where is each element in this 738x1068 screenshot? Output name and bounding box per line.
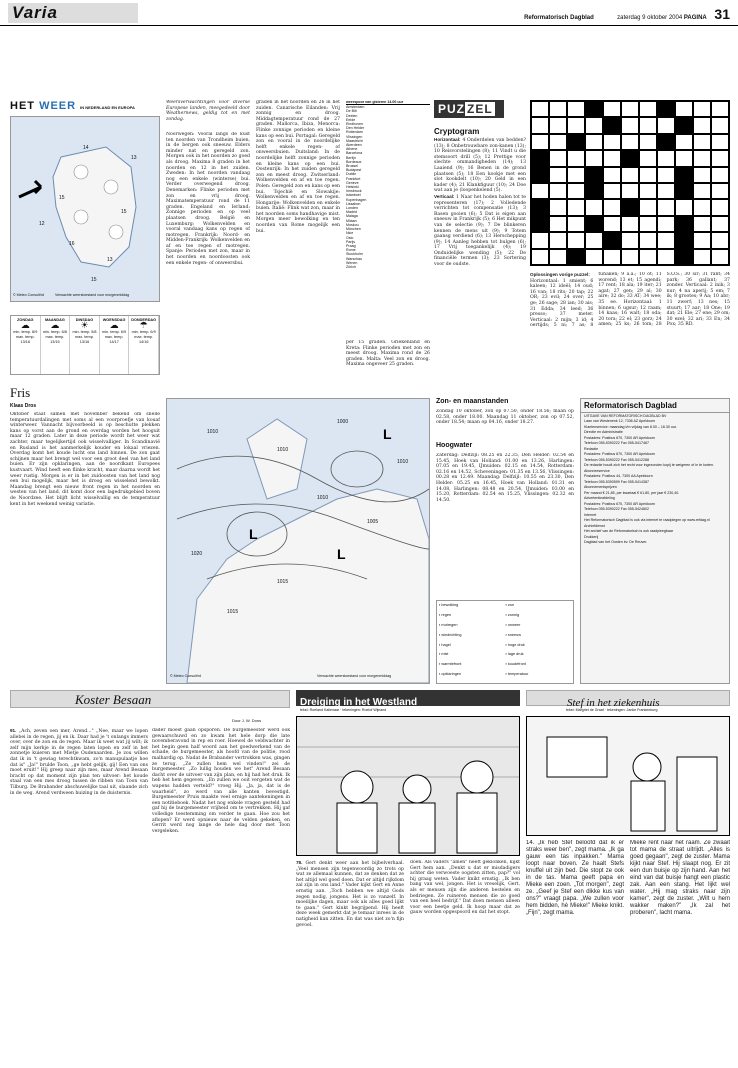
crossword-cell <box>531 150 549 166</box>
crossword-cell[interactable] <box>531 101 549 117</box>
crossword-cell[interactable] <box>639 249 657 265</box>
crossword-cell[interactable] <box>639 134 657 150</box>
strip2-col1: 14. „Ik heb Stef beloofd dat ik er straks weer ben", zegt mama. „Ik ga gauw een tas inpakken." Mama loopt naar boven. Ze haalt Stefs knuffel uit zijn bed. Die stopt ze ook in de tas. Mama geeft papa en Mieke een zoen. „Tot morgen", zegt ze. „Geef je Stef een dikke kus van ons?" vraagt papa. „We zullen voor hem bidden, hè Mieke!" Mieke knikt. „Fijn", zegt mama. <box>526 840 624 916</box>
page-header <box>0 0 738 26</box>
crossword-cell[interactable] <box>693 134 711 150</box>
crossword-cell[interactable] <box>621 249 639 265</box>
crossword-cell[interactable] <box>567 216 585 232</box>
table-row: Kopenhagen <box>346 197 367 202</box>
legend-item: ▪ hagel <box>439 642 451 647</box>
forecast-day: DINSDAG ☀ min. temp. 5/8 max. temp. 13/16 <box>70 316 100 374</box>
europe-map-svg <box>167 399 429 683</box>
colophon-line: Klantenservice: maandag t/m vrijdag van 8.00 – 16.30 uur. <box>584 424 677 429</box>
koster-col1: 91. „Ach, zeven oen mer, Arend..." „Nee, maar we lopen allebei in de regen, jij en ik. Daar had je 't onlangs immers over, over de zon en de regen. Maar ik weet wat jij wilt; ik zelf mijn kerkje in de regen laten lopen en zelf in het zonnetje kuieren met Mietje Oudenaarden. Je zou willen dat ik in 't gewiag terechtkwam, zo'n manupulaatje hoe dat is" „Ja!" brulde Toon, „ge hebt gelijk, gij! Een van ons moet eruit!" Hij greep naar zijn mes, maar Arend Besaan bracht op dat moment zijn plan ten uitvoer: het koude staal van een mes droog tussen de ribben van Toon van Tilburg. De Brabander abschuwelijke taal uit, slaande zich in de weg. Arend verdween huizing in de duisternis. <box>10 728 148 796</box>
strip1-credit: tekst: Roeland Kallenaar · tekeningen: Roelof Wijnand <box>300 708 387 712</box>
crossword-cell[interactable] <box>549 199 567 215</box>
table-row: Moskou <box>346 222 359 227</box>
table-row: Eindhoven <box>346 122 363 127</box>
legend-item: ▪ onweer <box>505 622 521 627</box>
forecast-day: MAANDAG ☁ min. temp. 6/8 max. temp. 13/15 <box>41 316 71 374</box>
legend-item: ▪ motregen <box>439 622 458 627</box>
legend-item: ▪ regen <box>439 612 452 617</box>
crossword-cell[interactable] <box>549 232 567 248</box>
fris-title: Fris <box>10 385 31 400</box>
forecast-day: DONDERDAG ☂ min. temp. 6/9 max. temp. 14/16 <box>129 316 159 374</box>
table-row: Bordeaux <box>346 159 362 164</box>
tide-text: Zaterdag: Delfzijl: 08.25 en 22.35, Den Helder: 02.54 en 15.45, Hoek van Holland: 01.00 en 13.26, Harlingen: 07.05 en 19.45, IJmuiden: 02.15 en 14.54, Rotterdam: 02.16 en 14.52, Scheveningen: 01.35 en 13.56, Vlissingen: 00.28 en 12.49. Maandag: Delfzijl: 10.55 en 23.30, Den Helder: 05.25 en 16.45, Hoek van Holland: 01.31 en 14.08, Harlingen: 08.48 en 20.54, IJmuiden: 03.00 en 15.20, Rotterdam: 02.54 en 15.25, Vlissingen: 02.32 en 14.50. <box>436 453 574 503</box>
crossword-cell[interactable] <box>657 216 675 232</box>
crossword-cell[interactable] <box>549 249 567 265</box>
crossword-cell <box>621 150 639 166</box>
crossword-cell[interactable] <box>603 216 621 232</box>
isobar-label: 1005 <box>367 519 379 525</box>
colophon-line: Abonnementsprijzen <box>584 485 617 489</box>
table-row: Berlijn <box>346 155 356 160</box>
colophon-line: Per maand € 21,85, per kwartaal € 61,80, per jaar € 230,40. <box>584 490 680 495</box>
crossword-cell[interactable] <box>621 134 639 150</box>
table-row: Stockholm <box>346 252 363 257</box>
colophon-sub: UITGAVE VAN REFORMATORISCH DAGBLAD BV <box>584 414 667 418</box>
strip2-title: Stef in het ziekenhuis <box>567 697 660 709</box>
table-row: Nice <box>346 231 354 236</box>
colophon-line: Het archief van de Reformatorisch is ook raadpleegbaar <box>584 529 674 533</box>
crossword-cell[interactable] <box>549 117 567 133</box>
crossword-cell[interactable] <box>531 232 549 248</box>
colophon-line: Directie en Administratie <box>584 430 623 434</box>
legend-item: ▪ zon <box>505 603 515 607</box>
crossword-cell[interactable] <box>693 183 711 199</box>
crossword-cell[interactable] <box>585 150 603 166</box>
isobar-label: 1010 <box>397 459 409 465</box>
table-row: Rome <box>346 248 356 253</box>
map-temp: 13 <box>131 155 137 161</box>
crossword-cell <box>567 134 585 150</box>
crossword-cell <box>675 216 693 232</box>
colophon-line: Abonneeservice <box>584 468 610 473</box>
crossword-cell[interactable] <box>531 249 549 265</box>
crossword-cell[interactable] <box>603 249 621 265</box>
fris-author: Klaas Dros <box>10 403 37 409</box>
map-temp: 15 <box>121 209 127 215</box>
table-row: Vlissingen <box>346 134 363 139</box>
table-row: Budapest <box>346 168 362 173</box>
crossword-cell[interactable] <box>657 199 675 215</box>
table-row: Amsterdam <box>346 105 365 110</box>
crossword-cell[interactable] <box>693 249 711 265</box>
solution: Oplossingen vorige puzzel: Horizontaal: 1 smient; 6 kaleen; 12 ideël; 14 oud; 16 van; 18 rits; 20 tap; 22 OR; 23 evil; 24 over; 25 ge; 26 sage; 28 ian; 30 ais; 31 Edda; 34 leed; 36 presso; 37 meter. Verticaal: 2 mijn; 3 id; 4 oertijds; 5 ni; 7 as; 8 tuhaken; 9 a.a.; 10 ot; 11 worend; 13 et; 15 agendi; 17 rent; 18 ala; 19 iter; 21 agat; 27 gen; 29 al; 30 aire; 32 do; 33 AT; 34 wee; 35 ee. Horizontaal: 1 binnen; 6 ugsur; 12 raam; 14 kaas; 16 walt; 18 oda; 20 tora; 22 el; 23 gorz; 24 amen; 25 ks; 26 tom; 28 S.O.S.; 30 sir; 31 rant; 34 park; 36 gallant; 37 zonder. Verticaal: 2 inik; 3 nur; 4 na aperij; 5 em; 7 ik; 8 grootes; 9 Aa; 10 abr; 11 zwerf; 13 nes; 15 stuurt; 17 aar; 18 One; 19 dat; 21 Ele; 27 ene; 29 om; 30 ezel; 32 ari; 33 En; 34 Pox; 35 RD. <box>530 272 730 329</box>
crossword-cell[interactable] <box>621 101 639 117</box>
crossword-cell[interactable] <box>585 232 603 248</box>
map-temp: 16 <box>69 241 75 247</box>
crossword-cell[interactable] <box>675 101 693 117</box>
crossword-cell[interactable] <box>639 101 657 117</box>
crossword-cell[interactable] <box>567 199 585 215</box>
crossword-cell[interactable] <box>711 232 729 248</box>
puzzle-title: PUZ ZEL <box>434 100 504 118</box>
table-row: Malaga <box>346 214 358 219</box>
legend-item: ▪ sneeuw <box>505 632 521 637</box>
koster-credit: Door J. W. Dons <box>232 718 262 723</box>
crossword-cell[interactable] <box>585 117 603 133</box>
table-row: Lissabon <box>346 201 361 206</box>
puzzle-name: Cryptogram <box>434 127 480 136</box>
crossword-cell[interactable] <box>621 183 639 199</box>
crossword-cell[interactable] <box>603 199 621 215</box>
crossword-cell[interactable] <box>531 183 549 199</box>
colophon-line: De redactie houdt zich het recht voor ingezonden kopij te weigeren of in te korten. <box>584 463 715 467</box>
colophon-line: Internet <box>584 512 597 517</box>
crossword-cell <box>585 183 603 199</box>
map-temp: 14 <box>83 145 89 151</box>
crossword-cell <box>621 199 639 215</box>
crossword-cell <box>585 216 603 232</box>
koster-banner <box>10 690 290 708</box>
legend-item: ▪ windrichting <box>439 632 462 637</box>
crossword-cell[interactable] <box>711 117 729 133</box>
weather-title-a: HET <box>10 100 35 112</box>
crossword-cell[interactable] <box>675 134 693 150</box>
colophon-line: Telefoon 055-5390599 Fax 055-5414387 <box>584 479 649 484</box>
page-label: PAGINA <box>683 15 707 21</box>
colophon-line: Postadres: Postbus 44, 7300 AA Apeldoorn <box>584 474 653 478</box>
crossword-cell[interactable] <box>675 199 693 215</box>
table-row: Deelen <box>346 113 358 118</box>
map-credit: © Meteo Consult/rd <box>13 293 45 297</box>
crossword-cell[interactable] <box>657 117 675 133</box>
low-pressure-label: L <box>383 426 392 442</box>
colophon-line: Postadres: Postbus 670, 7300 AR Apeldoorn <box>584 452 656 456</box>
crossword-cell[interactable] <box>603 101 621 117</box>
colophon-line: Drukkerij <box>584 534 599 539</box>
legend-item: ▪ temperatuur <box>505 672 529 677</box>
legend-item: ▪ opklaringen <box>439 672 462 677</box>
paper-name: Reformatorisch Dagblad <box>524 15 594 21</box>
crossword-cell[interactable] <box>549 167 567 183</box>
crossword-cell <box>675 249 693 265</box>
crossword-cell <box>531 199 549 215</box>
crossword-cell[interactable] <box>603 183 621 199</box>
crossword-cell <box>531 216 549 232</box>
forecast-day: ZONDAG ☁ min. temp. 8/9 max. temp. 13/16 <box>11 316 41 374</box>
table-row: De Bilt <box>346 109 357 114</box>
table-row: Istanboel <box>346 193 361 198</box>
weather-legend <box>436 600 574 684</box>
crossword-cell[interactable] <box>693 216 711 232</box>
isobar-label: 1010 <box>277 447 289 453</box>
crossword-cell[interactable] <box>549 150 567 166</box>
crossword-cell[interactable] <box>693 167 711 183</box>
crossword-cell[interactable] <box>549 134 567 150</box>
crossword-cell[interactable] <box>657 249 675 265</box>
crossword-cell[interactable] <box>567 150 585 166</box>
colophon-line: Telefoon 055-5390222 Fax 055-5424802 <box>584 507 649 511</box>
crossword-cell[interactable] <box>639 183 657 199</box>
colophon-line: Laan van Westenenk 12, 7336 AZ Apeldoorn <box>584 419 656 423</box>
crossword-cell[interactable] <box>585 199 603 215</box>
netherlands-map <box>10 116 160 302</box>
crossword-cell[interactable] <box>639 150 657 166</box>
table-row: Athene <box>346 147 358 152</box>
fris-text: Oktober staat samen met november bekend om snelle temperatuurdalingen met soms al een voorproefje van kouaf winterweer. Vannacht bijvoorbeeld is op beschutte plekken kans op vorst aan de grond en overdag worden het hooguit maar 12 graden. Later in deze periode wordt het weer wat zachter, maar tegelijkertijd ook wisselvalliger. In Scandinavië en Rusland is het aanmerkelijk kouder en lokaal vriezen. Overdag komt het koude lucht ons land binnen. De zon gaat schijnen maar het brengt wel voor een groot deel van het land buien. Er zijn opklaringen, aan de noordkant Europees kustvaart. Wind heeft een flinke kracht, maar daarna wordt het weer rustig. Morgen is er in het zuidoosten van het land nog een bui mogelijk, maar het is droog en wisselend bewolkt. Maandag brengt een nieuw front regen in het noorden en westen van het land, dit komt door een lagedrukgebied boven de Noordzee. Het blijft licht wisselvallig en de temperatuur kent in het weekend weinig variatie. <box>10 412 160 507</box>
crossword-cell[interactable] <box>657 150 675 166</box>
crossword-cell <box>585 167 603 183</box>
crossword-cell[interactable] <box>639 232 657 248</box>
legend-item: ▪ koudefront <box>505 662 526 667</box>
table-row: Parijs <box>346 239 355 244</box>
sun-title: Zon- en maanstanden <box>436 398 509 405</box>
table-row: Londen <box>346 206 358 211</box>
crossword-cell[interactable] <box>567 117 585 133</box>
crossword-cell[interactable] <box>585 134 603 150</box>
crossword-cell[interactable] <box>657 232 675 248</box>
forecast-day: WOENSDAG ☁ min. temp. 6/9 max. temp. 14/17 <box>100 316 130 374</box>
crossword-cell[interactable] <box>549 216 567 232</box>
isobar-label: 1010 <box>317 495 329 501</box>
header-info <box>524 6 730 22</box>
isobar-label: 1020 <box>191 551 203 557</box>
map-temp: 15 <box>59 195 65 201</box>
table-row: München <box>346 227 361 232</box>
crossword-cell[interactable] <box>693 199 711 215</box>
table-row: Oslo <box>346 235 354 240</box>
crossword-cell <box>675 232 693 248</box>
crossword-cell[interactable] <box>567 167 585 183</box>
table-row: Innsbruck <box>346 189 362 194</box>
strip2-credit: tekst: Margriet de Graaf · tekeningen: Janke Frankenburg <box>566 708 658 712</box>
strip2-illustration <box>527 717 729 835</box>
crossword-cell[interactable] <box>621 232 639 248</box>
crossword-cell[interactable] <box>585 249 603 265</box>
section-title: Varia <box>8 3 138 23</box>
map-temp: 13 <box>107 257 113 263</box>
crossword-cell[interactable] <box>675 150 693 166</box>
table-row: Milaan <box>346 218 357 223</box>
colophon-lines <box>581 419 729 546</box>
table-row: Helsinki <box>346 185 359 190</box>
crossword-cell[interactable] <box>711 134 729 150</box>
table-row: Zürich <box>346 264 356 269</box>
issue-date: zaterdag 9 oktober 2004 <box>617 15 683 21</box>
crossword-cell[interactable] <box>639 167 657 183</box>
crossword-cell[interactable] <box>711 150 729 166</box>
europe-caption: Verwachte weerstoestand voor morgenmiddag <box>317 674 392 678</box>
crossword-cell[interactable] <box>567 183 585 199</box>
crossword-cell[interactable] <box>603 167 621 183</box>
colophon-line: Telefoon 055-5390222 Fax 055-5412288 <box>584 457 649 462</box>
crossword-cell[interactable] <box>693 117 711 133</box>
koster-title: Koster Besaan <box>75 692 152 707</box>
strip1-col1: 78. Gert denkt weer aan het bijbelverhaal. „Veel mensen zijn tegenwoordig zo trots op wat ze allemaal kunnen, dat ze denken dat ze het altijd wel goed doen. Dat er altijd rijkdom zal zijn in ons land." Vader kijkt Gert en Anne ernstig aan. „Toch hebben we altijd Gods zegen nodig, jongens. Het is zo vanzelf. In moeilijke dagen, maar ook als alles goed lijkt te gaan." Gert kinkt begrijpend. Hij heeft deze week gemerkt dat je temaar inrees in de natigheid kan zitten. En dat was niet zo'n fijn gevoel. <box>296 860 404 928</box>
forecast-grid <box>10 315 160 375</box>
strip1-illustration <box>297 717 519 855</box>
map-temp: 15 <box>91 277 97 283</box>
strip1-image <box>296 716 520 856</box>
crossword-cell[interactable] <box>711 199 729 215</box>
table-row: Praag <box>346 243 356 248</box>
crossword-cell <box>657 101 675 117</box>
table-row: Wenen <box>346 260 358 265</box>
weather-table-heading: weerspoor van gisteren 14.00 uur <box>346 100 430 105</box>
legend-item: ▪ lage druk <box>505 652 524 657</box>
legend-item: ▪ bewolking <box>439 603 459 607</box>
tide-title: Hoogwater <box>436 442 473 449</box>
crossword-cell[interactable] <box>711 216 729 232</box>
crossword-cell[interactable] <box>657 167 675 183</box>
crossword-cell <box>531 167 549 183</box>
abroad-text-2: graden in het noorden en 26 in het zuiden. Canarische Eilanden: Vrij zonnig en droog. Middagtemperatuur rond de 27 graden. Mallorca, Ibiza, Menorca: Flinke zonnige perioden en kleine kans op een bui. Portugal: Geregeld zon en vooral in de noordelijke helft enkele regen- of onweersbuien. Duitsland: In de noordelijke helft zonnige perioden en kleine kans op een bui. Oostenrijk: In het zuiden geregeld zon en meest droog. Zwitserland: Wolkenvelden en af en toe regen. Polen: Geregeld zon en kans op een bui. Tsjechië en Slowakije: Wolkenvelden en af en toe regen. Hongarije: Wolkenvelden en enkele buien. Italië: Flink wat zon, maar in het noorden soms handhavige mist. Morgen meer bewolking en ten noorden van Rome mogelijk een bui. <box>256 100 340 234</box>
colophon-line: Archiefdienst <box>584 523 605 528</box>
abroad-intro: Weersverwachtingen voor diverse Europese landen, meegedeeld door Weathernews, geldig tot en met zondag. <box>166 100 250 122</box>
table-row: Madrid <box>346 210 357 215</box>
crossword-cell <box>603 117 621 133</box>
legend-item: ▪ hoge druk <box>505 642 525 647</box>
crossword-cell[interactable] <box>711 183 729 199</box>
colophon-line: Advertentieafdeling <box>584 496 615 500</box>
crossword-cell[interactable] <box>621 167 639 183</box>
crossword-cell <box>585 101 603 117</box>
weather-subtitle: IN NEDERLAND EN EUROPA <box>80 105 135 110</box>
crossword-cell[interactable] <box>711 167 729 183</box>
table-row: Barcelona <box>346 151 363 156</box>
table-row: Maastricht <box>346 138 363 143</box>
crossword-cell[interactable] <box>621 216 639 232</box>
crossword-cell <box>567 249 585 265</box>
isobar-label: 1000 <box>337 419 349 425</box>
colophon-line: Telefoon 055-5390222 Fax 055-5417467 <box>584 441 649 445</box>
weather-table-body <box>346 105 430 269</box>
crossword-cell[interactable] <box>531 134 549 150</box>
table-row: Rotterdam <box>346 130 363 135</box>
crossword-cell <box>675 167 693 183</box>
strip2-col2: Mieke rent naar het raam. Ze zwaait tot mama de straat uitrijdt. „Alles is goed gegaan", zegt de zuster. Mama kijkt naar Stef. Hij slaapt nog. Er zit een dun buisje op zijn hand. Aan het eind van dat buisje hangt een plastic zak. Aan een stang. Het lijkt wel water. „Hij mag straks naar zijn kamer", zegt de zuster. „Wilt u hem wakker maken?" „Ik zal het proberen", lacht mama. <box>630 840 730 916</box>
colophon-line: Postadres: Postbus 670, 7300 AR Apeldoorn <box>584 435 656 440</box>
strip2-image <box>526 716 730 836</box>
crossword-cell[interactable] <box>621 117 639 133</box>
colophon-line: Het Reformatorisch Dagblad is ook via internet te raadplegen op www.refdag.nl <box>584 518 710 522</box>
map-temp: 12 <box>39 221 45 227</box>
crossword-cell[interactable] <box>693 232 711 248</box>
crossword-cell[interactable] <box>567 101 585 117</box>
crossword-cell[interactable] <box>639 117 657 133</box>
crossword-cell[interactable] <box>639 216 657 232</box>
crossword-cell[interactable] <box>711 249 729 265</box>
crossword-cell[interactable] <box>693 150 711 166</box>
strip1-col2: doen. Als vaders "amen" heeft geklonken, kijkt Gert hem aan. „Denkt u dat er misdadigers achter die verwoeste oogsten zitten, pap?" vol hij graag weten. Vader knikt ernstig. „Ik ben bang van wel, jongen. Het is vreselijk, Gert, als er mensen zijn die anderen bestelen en bedriegen. Ze ruineren mensen die zo goed van een heel bedrijf." Dat doen mensen alleen voor een beetje geld. Ik hoop maar dat ze gauw worden opgespoord en dat het stopt. <box>410 860 520 916</box>
low-pressure-label: L <box>249 526 258 542</box>
table-row: Warschau <box>346 256 363 261</box>
crossword-cell[interactable] <box>531 117 549 133</box>
europe-credit: © Meteo Consult/rd <box>170 674 202 678</box>
colophon-line: Redactie <box>584 446 599 451</box>
crossword-cell[interactable] <box>693 101 711 117</box>
strip2-banner <box>526 690 730 709</box>
abroad-text: Noorwegen: Vooral langs de kust ten noorden van Trondheim buien, in de bergen ook sneeuw. Elders minder nat en geregeld zon. Morgen ook in het noorden zo goed als droog. Maxima 8 graden in het noorden en 12 in het zuiden. Zweden: In het noorden vandaag nog een enkele (winterse) bui. Verder overwegend droog. Denemarken: Flinke perioden met zon en vrij droog. Maximatemperatuur rond de 11 graden. Engeland en Ierland: Zonnige perioden en op veel plaatsen droog. België en Luxemburg: Wolkenvelden en vooral vandaag kans op regen of motregen. Frankrijk: Noord- en Midden-Frankrijk: Wolkenvelden en af en toe regen of motregen. Spanje: Perioden met zon, maar in het noorden en noordoosten ook een enkele regen- of onweersbui. <box>166 132 250 266</box>
strip1-title: Dreiging in het Westland <box>300 697 418 708</box>
legend-item: ▪ zonnig <box>505 612 520 617</box>
table-row: Frankfurt <box>346 176 361 181</box>
crossword-cell[interactable] <box>657 183 675 199</box>
abroad-note: per 15 graden. Griekenland en Kreta: Flinke perioden met zon en meest droog. Maxima rond de 26 graden. Malta: Veel zon en droog. Maxima ongeveer 25 graden. <box>346 340 430 368</box>
colophon <box>580 398 730 684</box>
koster-col2: dader moest gaan opsporen. De burgemeester werd ook gewaarschuwd en zo kwam het hele dorp die late novemberavond in rep en roer. Hoewel de veldwachter in het begin geen half woord aan het goedwerkend van de schade, de burgemeester, als hoofd van de politie, rood malhardig op. Nadat de Brabander vertrokken was, gingen ze terug. „Ze zullen hem wel vinden!" zei de burgemeester. „Zo lullig houden we het" Arend Besaan dacht over de uitvoer van zijn plan, en hij had het druk. Ik heb het hem gegeven. „En zullen we ooit vergeten wat de wapens hadden verteld?" vroeg Hij. „Ja, ja, dat is de waarheid", zo werd van alle kanten bevestigd. Burgemeester Pruis maakte veel ernige aantekeningen in een notitieboek. Nadat het nog enkele vragen gesteld had gaf hij de burgemeester vrijheid om te vertrekken. Hij gaf volledige toestemming om verder te gaan. Hoe zou het aflopen? Er werd opnieuw naar de velden gekeken, en Gerrit werd nog lange de hele dag door met Toon vergeleken. <box>152 728 290 834</box>
table-row: Dublin <box>346 172 357 177</box>
crossword-cell[interactable] <box>603 134 621 150</box>
sun-text: Zondag 10 oktober, zon op 07.50, onder 18.56; maan op 02.58, onder 18.00. Maandag 11 oktober, zon op 07.52, onder 18.54; maan op 04.16, onder 18.27. <box>436 409 574 426</box>
crossword-cell <box>657 134 675 150</box>
weather-title-b: WEER <box>39 100 77 112</box>
map-caption: Verwachte weerstoestand voor morgenmiddag <box>55 293 130 297</box>
colophon-title: Reformatorisch Dagblad <box>581 399 729 413</box>
crossword-cell[interactable] <box>603 150 621 166</box>
table-row: Eelde <box>346 117 356 122</box>
isobar-label: 1010 <box>207 429 219 435</box>
crossword-cell[interactable] <box>567 232 585 248</box>
legend-item: ▪ warmtefront <box>439 662 462 667</box>
table-row: Brussel <box>346 164 358 169</box>
colophon-line: Postadres: Postbus 670, 7300 AR Apeldoorn <box>584 501 656 506</box>
crossword-cell[interactable] <box>549 101 567 117</box>
crossword-grid[interactable] <box>530 100 730 266</box>
weather-title <box>10 100 160 114</box>
table-row: Aberdeen <box>346 143 362 148</box>
colophon-line: Dagblad van het Oosten bv. De Reuver. <box>584 540 648 544</box>
crossword-cell[interactable] <box>549 183 567 199</box>
strip1-banner <box>296 690 520 706</box>
crossword-cell <box>603 232 621 248</box>
legend-item: ▪ mist <box>439 652 449 657</box>
crossword-cell[interactable] <box>639 199 657 215</box>
crossword-cell[interactable] <box>711 101 729 117</box>
low-pressure-label: L <box>337 546 346 562</box>
table-row: Genève <box>346 180 359 185</box>
europe-map <box>166 398 430 684</box>
isobar-label: 1015 <box>227 609 239 615</box>
crossword-cell <box>675 183 693 199</box>
crossword-cell <box>675 117 693 133</box>
isobar-label: 1015 <box>277 579 289 585</box>
page-number: 31 <box>714 6 730 22</box>
table-row: Den Helder <box>346 126 365 131</box>
puzzle-clues: Horizontaal: 4 Onderdelen van bedden? (13); 8 Onbetrouwbare zon-kanen (13); 10 Reisvorstelingen (8); 11 Vindt u die stemsoort drill (5); 12 Prettige voor slechte ommandigheden (14); 13 Laaiend (9); 16 Benen in de grond plaatsen (5); 18 Een kookje met een slot kookdelt (10); 20 Geld in een kader (4); 21 Klankfiguur (10); 24 Doe wat aan je (loopenkelend (5). Verticaal: 1 Naar het hoden halen tot te representeren (17); 2 Volledende verrichten tot compensatie (13); 3 Basen gooien (6); 5 Dat is eigen aan sneeuw in Frankrijk (5); 6 Het mikpunt van de selectie (9); 7 De blinkeren kennen de mens uit (9); 9 Totem gaansg verdiend (6); 13 Herschepping (9); 14 Aanleg hebben tot bulgen (6); 17 Vrij toegankelijk (4); 19 Onduidelijke wending (5); 22 De financiële termen (3); 23 Sortering voor de oudste. <box>434 137 526 268</box>
